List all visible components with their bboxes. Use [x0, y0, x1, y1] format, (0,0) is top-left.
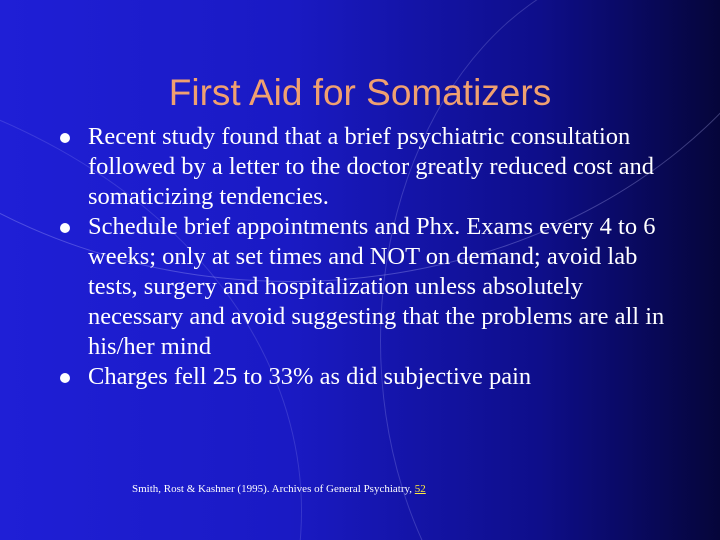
bullet-list [58, 122, 668, 392]
bullet-text: Charges fell 25 to 33% as did subjective pain [88, 363, 532, 390]
bullet-icon [60, 223, 70, 233]
bullet-text: Schedule brief appointments and Phx. Exams every 4 to 6 weeks; only at set times and NOT on demand; avoid lab tests, surgery and hospitalization unless absolutely necessary and avoid suggesting that the problems are all in his/her mind [88, 213, 665, 360]
citation-text: Smith, Rost & Kashner (1995). Archives of General Psychiatry, [132, 483, 415, 495]
slide-title: First Aid for Somatizers [168, 72, 552, 113]
bullet-icon [60, 373, 70, 383]
citation-volume-link[interactable]: 52 [414, 483, 426, 495]
bullet-text: Recent study found that a brief psychiatric consultation followed by a letter to the doctor greatly reduced cost and somaticizing tendencies. [88, 123, 655, 210]
bullet-item [58, 362, 668, 392]
bullet-item [58, 212, 668, 362]
citation [132, 483, 426, 495]
bullet-item [58, 122, 668, 212]
bullet-icon [60, 133, 70, 143]
